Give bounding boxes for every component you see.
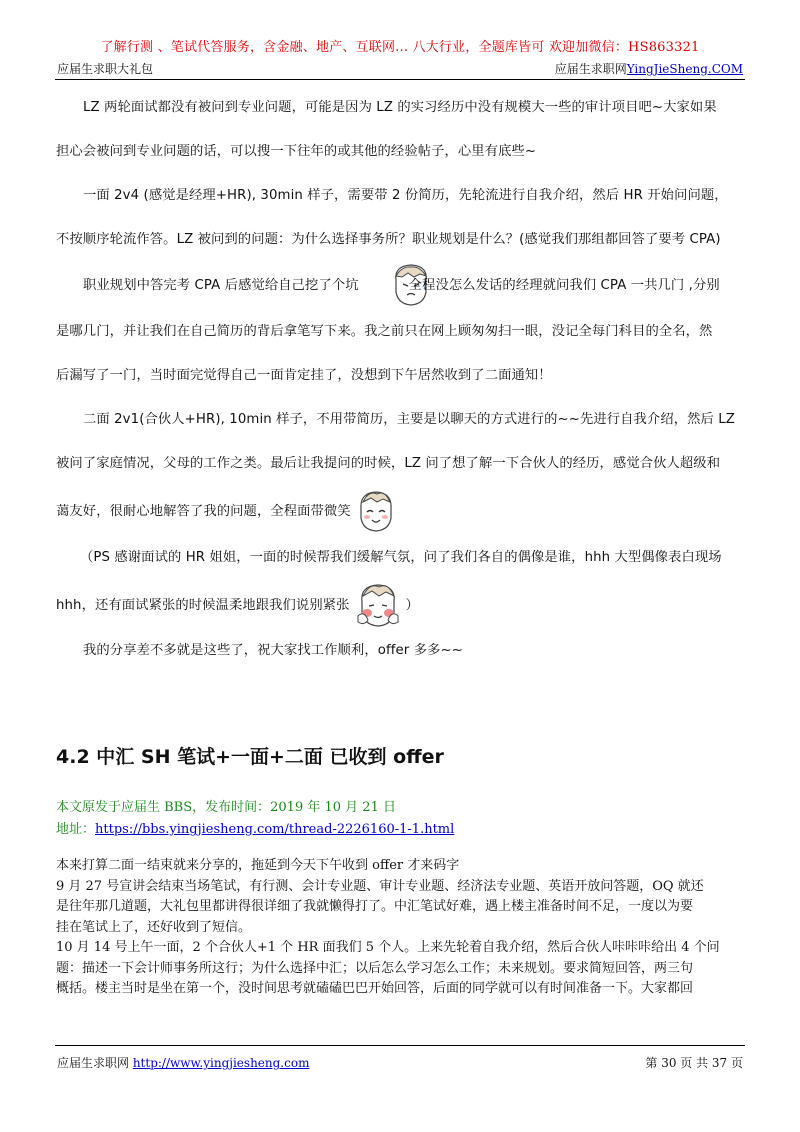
text-line: 不按顺序轮流作答。LZ 被问到的问题：为什么选择事务所？职业规划是什么？(感觉我们那组都回答了要考 CPA): [56, 232, 721, 247]
post-address: [56, 818, 454, 837]
post-content: [56, 856, 746, 1000]
text-line: [56, 486, 746, 538]
text-line-end: ）: [405, 598, 419, 613]
paragraph-4: [56, 398, 746, 538]
header-right: [555, 60, 743, 77]
paragraph-5: [56, 538, 746, 634]
text-line: 担心会被问到专业问题的话，可以搜一下往年的或其他的经验帖子，心里有底些~: [56, 144, 537, 159]
footer-site-name: 应届生求职网: [57, 1056, 133, 1070]
text-line: 被问了家庭情况，父母的工作之类。最后让我提问的时候，LZ 问了想了解一下合伙人的经历，感觉合伙人超级和: [56, 456, 721, 471]
text-line: （PS 感谢面试的 HR 姐姐，一面的时候帮我们缓解气氛，问了我们各自的偶像是谁，hhh 大型偶像表白现场: [80, 550, 722, 565]
footer-site-link[interactable]: http://www.yingjiesheng.com: [132, 1056, 310, 1070]
text-line: 全程没怎么发话的经理就问我们 CPA 一共几门 ,分别: [408, 278, 720, 293]
text-line: 一面 2v4 (感觉是经理+HR), 30min 样子，需要带 2 份简历，先轮流进行自我介绍，然后 HR 开始问问题，: [83, 188, 728, 203]
text-line: 二面 2v1(合伙人+HR), 10min 样子，不用带简历，主要是以聊天的方式进行的~~先进行自我介绍，然后 LZ: [83, 412, 735, 427]
header-site-name: 应届生求职网: [554, 62, 627, 76]
paragraph-3: [56, 262, 746, 398]
paragraph-1: [56, 86, 746, 174]
text-line: 后漏写了一门，当时面完觉得自己一面肯定挂了，没想到下午居然收到了二面通知！: [56, 368, 552, 383]
post-source: 本文原发于应届生 BBS，发布时间：2019 年 10 月 21 日: [56, 800, 396, 815]
post-url-link[interactable]: https://bbs.yingjiesheng.com/thread-2226160-1-1.html: [95, 822, 455, 837]
nervous-face-emoji-icon: [363, 262, 405, 308]
paragraph-2: [56, 174, 746, 262]
header-left-title: 应届生求职大礼包: [57, 62, 154, 76]
article-body: [56, 86, 746, 668]
header-site-link[interactable]: YingJieSheng.COM: [626, 62, 743, 76]
header-divider: [55, 79, 745, 80]
text-line-end: hhh，还有面试紧张的时候温柔地跟我们说别紧张: [56, 598, 350, 613]
text-line: [56, 578, 746, 634]
footer-left: [57, 1054, 309, 1071]
shy-face-emoji-icon: [354, 580, 402, 630]
address-label: 地址：: [56, 822, 96, 837]
post-line: 挂在笔试上了，还好收到了短信。: [56, 919, 252, 935]
post-line: 概括。楼主当时是坐在第一个，没时间思考就磕磕巴巴开始回答，后面的同学就可以有时间准备一下。大家都回: [56, 981, 694, 996]
text-line: 我的分享差不多就是这些了，祝大家找工作顺利，offer 多多~~: [83, 643, 463, 658]
ad-banner: 了解行测 、笔试代答服务，含金融、地产、互联网... 八大行业，全题库皆可 欢迎加微信：HS863321: [100, 40, 700, 55]
smiling-face-emoji-icon: [355, 488, 397, 534]
post-line: 10 月 14 号上午一面，2 个合伙人+1 个 HR 面我们 5 个人。上来先轮着自我介绍，然后合伙人咔咔咔给出 4 个问: [56, 940, 720, 955]
text-line-end: 蔼友好，很耐心地解答了我的问题，全程面带微笑: [56, 504, 351, 519]
section-heading: 4.2 中汇 SH 笔试+一面+二面 已收到 offer: [56, 746, 444, 768]
footer-divider: [55, 1045, 745, 1046]
page-number: 第 30 页 共 37 页: [645, 1056, 743, 1070]
post-line: 是往年那几道题，大礼包里都讲得很详细了我就懒得打了。中汇笔试好难，遇上楼主准备时间不足，一度以为要: [56, 899, 694, 914]
text-line: 职业规划中答完考 CPA 后感觉给自己挖了个坑: [83, 278, 359, 293]
post-line: 本来打算二面一结束就来分享的，拖延到今天下午收到 offer 才来码字: [56, 858, 460, 873]
text-line: 是哪几门，并让我们在自己简历的背后拿笔写下来。我之前只在网上顾匆匆扫一眼，没记全每门科目的全名，然: [56, 324, 713, 339]
paragraph-6: [56, 634, 746, 668]
post-line: 9 月 27 号宣讲会结束当场笔试，有行测、会计专业题、审计专业题、经济法专业题、英语开放问答题，OQ 就还: [56, 878, 704, 894]
post-line: 题：描述一下会计师事务所这行；为什么选择中汇；以后怎么学习怎么工作；未来规划。要求简短回答，两三句: [56, 960, 694, 976]
text-line: LZ 两轮面试都没有被问到专业问题，可能是因为 LZ 的实习经历中没有规模大一些的审计项目吧~大家如果: [83, 100, 717, 115]
